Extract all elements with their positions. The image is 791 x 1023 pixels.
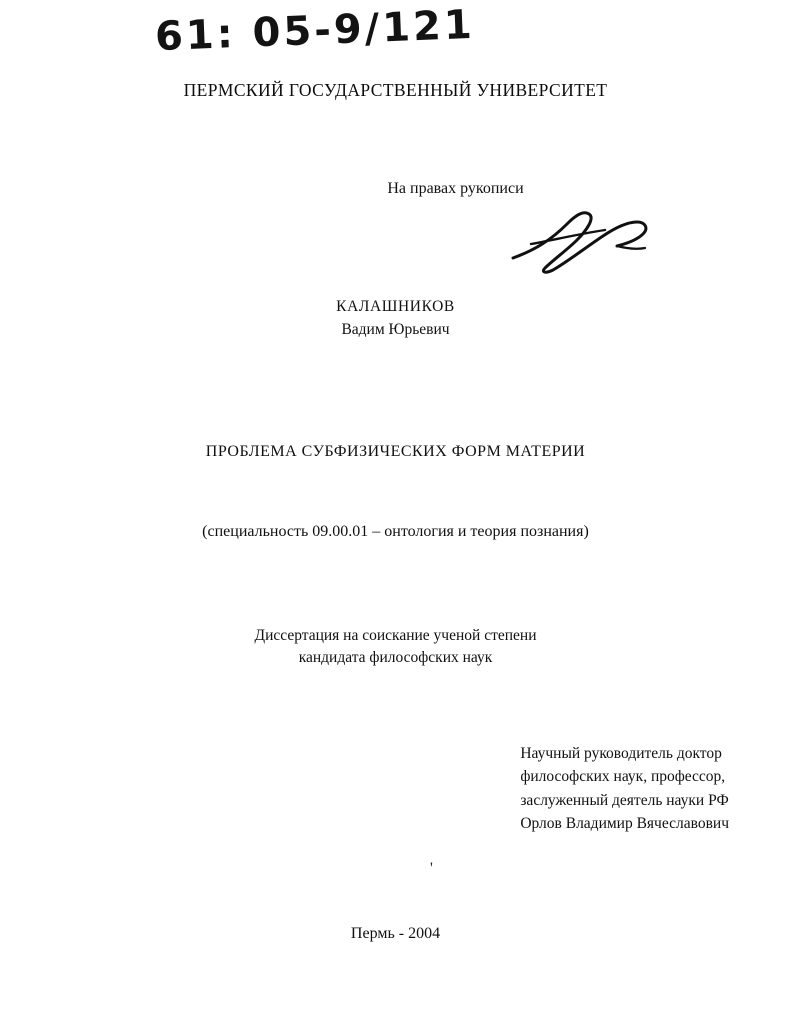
degree-line-2: кандидата философских наук: [298, 649, 493, 667]
city-year: Пермь - 2004: [350, 925, 441, 942]
supervisor-line-4: Орлов Владимир Вячеславович: [520, 814, 729, 832]
page-title: ПРОБЛЕМА СУБФИЗИЧЕСКИХ ФОРМ МАТЕРИИ: [205, 443, 586, 460]
stray-ink-mark: ': [430, 860, 433, 877]
manuscript-note: На правах рукописи: [387, 180, 524, 197]
supervisor-line-2: философских наук, профессор,: [520, 768, 726, 786]
supervisor-line-3: заслуженный деятель науки РФ: [520, 791, 729, 809]
author-surname: КАЛАШНИКОВ: [336, 298, 455, 315]
handwritten-signature-icon: [505, 200, 665, 280]
degree-line-1: Диссертация на соискание ученой степени: [254, 627, 537, 644]
specialty-line: (специальность 09.00.01 – онтология и теория познания): [202, 523, 589, 540]
supervisor-block: [520, 742, 729, 835]
author-block: [0, 295, 791, 342]
call-number-handwritten: [154, 2, 475, 60]
degree-statement: [0, 625, 791, 670]
supervisor-line-1: Научный руководитель доктор: [520, 745, 722, 762]
university-name: ПЕРМСКИЙ ГОСУДАРСТВЕННЫЙ УНИВЕРСИТЕТ: [183, 80, 608, 100]
call-number-text: 61: 05-9/121: [154, 1, 476, 61]
author-given-name: Вадим Юрьевич: [341, 321, 450, 339]
